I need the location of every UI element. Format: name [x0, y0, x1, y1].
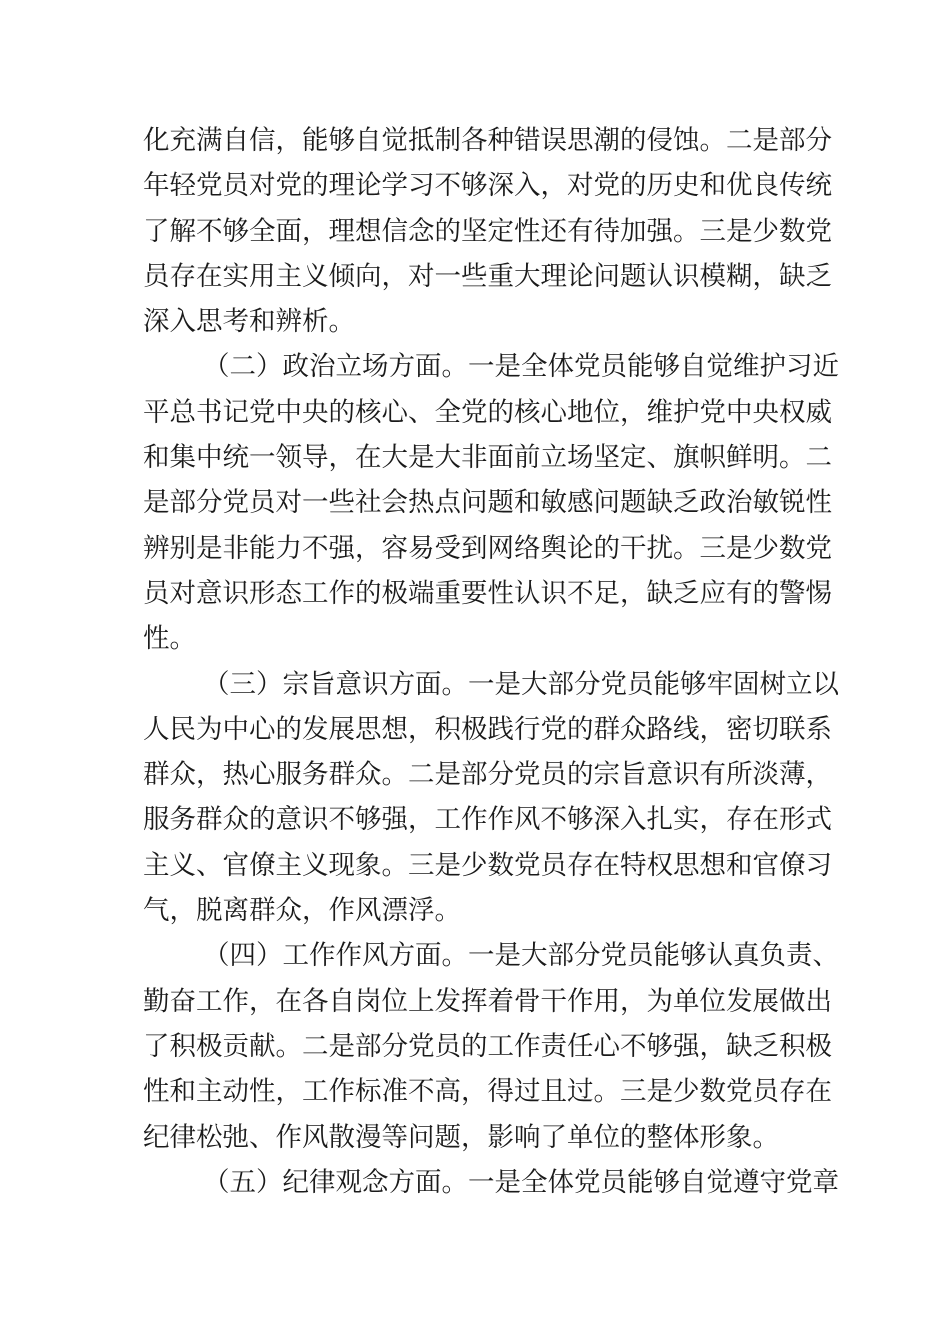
text-line: 员 对 意 识 形 态 工 作 的 极 端 重 要 性 认 识 不 足 ， 缺 乏 应 有 的 警 惕 [143, 577, 832, 609]
text-line: 性 和 主 动 性 ， 工 作 标 准 不 高 ， 得 过 且 过 。 三 是 少 数 党 员 存 在 [143, 1076, 832, 1108]
text-line: 性。 [143, 623, 196, 655]
text-line: 群 众 ， 热 心 服 务 群 众 。 二 是 部 分 党 员 的 宗 旨 意 识 有 所 淡 薄 ， [143, 759, 832, 791]
text-line: 化 充 满 自 信 ， 能 够 自 觉 抵 制 各 种 错 误 思 潮 的 侵 蚀 。 二 是 部 分 [143, 125, 832, 156]
text-line: 平 总 书 记 党 中 央 的 核 心 、 全 党 的 核 心 地 位 ， 维 护 党 中 央 权 威 [143, 396, 832, 428]
paragraph-first-line: （ 三 ） 宗 旨 意 识 方 面 。 一 是 大 部 分 党 员 能 够 牢 固 树 立 以 [203, 668, 839, 700]
text-line: 员 存 在 实 用 主 义 倾 向 ， 对 一 些 重 大 理 论 问 题 认 识 模 糊 ， 缺 乏 [143, 260, 832, 292]
text-line: 纪律松弛、作风散漫等问题，影响了单位的整体形象。 [143, 1121, 779, 1153]
paragraph-first-line: （ 二 ） 政 治 立 场 方 面 。 一 是 全 体 党 员 能 够 自 觉 维 护 习 近 [203, 351, 839, 383]
text-line: 和 集 中 统 一 领 导 ， 在 大 是 大 非 面 前 立 场 坚 定 、 旗 帜 鲜 明 。 二 [143, 442, 832, 474]
paragraph-first-line: （ 五 ） 纪 律 观 念 方 面 。 一 是 全 体 党 员 能 够 自 觉 遵 守 党 章 [203, 1166, 839, 1198]
text-line: 辨 别 是 非 能 力 不 强 ， 容 易 受 到 网 络 舆 论 的 干 扰 。 三 是 少 数 党 [143, 532, 832, 564]
text-line: 是 部 分 党 员 对 一 些 社 会 热 点 问 题 和 敏 感 问 题 缺 乏 政 治 敏 锐 性 [143, 487, 832, 519]
text-line: 年 轻 党 员 对 党 的 理 论 学 习 不 够 深 入 ， 对 党 的 历 史 和 优 良 传 统 [143, 170, 832, 202]
text-line: 勤 奋 工 作 ， 在 各 自 岗 位 上 发 挥 着 骨 干 作 用 ， 为 单 位 发 展 做 出 [143, 985, 832, 1017]
paragraph-first-line: （ 四 ） 工 作 作 风 方 面 。 一 是 大 部 分 党 员 能 够 认 真 负 责 、 [203, 940, 839, 972]
text-line: 气，脱离群众，作风漂浮。 [143, 895, 461, 927]
text-line: 主 义 、 官 僚 主 义 现 象 。 三 是 少 数 党 员 存 在 特 权 思 想 和 官 僚 习 [143, 849, 832, 881]
document-body [143, 118, 839, 1205]
text-line: 深入思考和辨析。 [143, 306, 355, 338]
text-line: 了 积 极 贡 献 。 二 是 部 分 党 员 的 工 作 责 任 心 不 够 强 ， 缺 乏 积 极 [143, 1030, 832, 1062]
text-line: 人 民 为 中 心 的 发 展 思 想 ， 积 极 践 行 党 的 群 众 路 线 ， 密 切 联 系 [143, 713, 832, 745]
text-line: 了 解 不 够 全 面 ， 理 想 信 念 的 坚 定 性 还 有 待 加 强 。 三 是 少 数 党 [143, 215, 832, 247]
text-line: 服 务 群 众 的 意 识 不 够 强 ， 工 作 作 风 不 够 深 入 扎 实 ， 存 在 形 式 [143, 804, 832, 836]
